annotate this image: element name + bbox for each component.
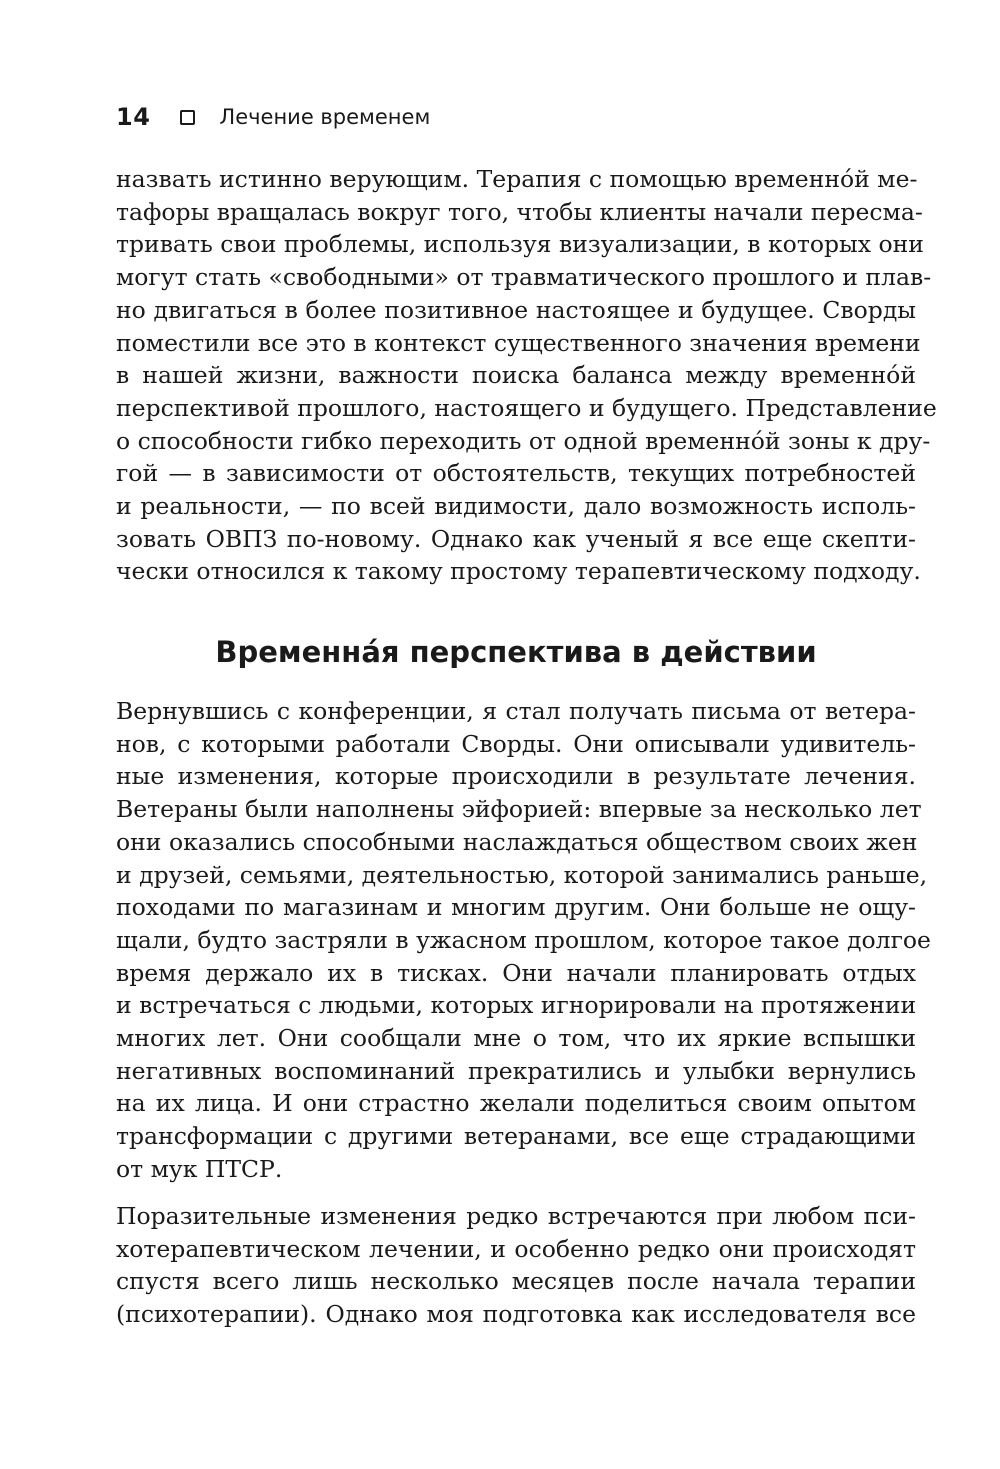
paragraph-line: от мук ПТСР. (116, 1154, 283, 1183)
paragraph-line: Вернувшись с конференции, я стал получать письма от ветера- (116, 697, 916, 725)
paragraph-line: на их лица. И они страстно желали поделиться своим опытом (116, 1089, 916, 1118)
paragraph-line: щали, будто застряли в ужасном прошлом, которое такое долгое (116, 925, 931, 954)
paragraph-line: Ветераны были наполнены эйфорией: впервые за несколько лет (116, 795, 922, 824)
paragraph-line: зовать ОВПЗ по-новому. Однако как ученый я все еще скепти- (116, 524, 916, 553)
square-box-icon (180, 110, 195, 125)
paragraph-line: нов, с которыми работали Сворды. Они описывали удивитель- (116, 729, 916, 758)
paragraph-line: гой — в зависимости от обстоятельств, текущих потребностей (116, 459, 916, 488)
paragraph-line: тривать свои проблемы, используя визуализации, в которых они (116, 230, 924, 259)
paragraph-3 (116, 1200, 916, 1331)
paragraph-line: могут стать «свободными» от травматического прошлого и плав- (116, 263, 932, 292)
paragraph-line: время держало их в тисках. Они начали планировать отдых (116, 958, 916, 987)
page-number: 14 (116, 103, 151, 131)
paragraph-line: и друзей, семьями, деятельностью, которой занимались раньше, (116, 860, 928, 889)
paragraph-line: походами по магазинам и многим другим. Они больше не ощу- (116, 893, 916, 922)
running-head (116, 100, 430, 134)
paragraph-line: (психотерапии). Однако моя подготовка как исследователя все (116, 1300, 916, 1329)
paragraph-line: тафоры вращалась вокруг того, чтобы клиенты начали пересма- (116, 197, 923, 226)
paragraph-line: многих лет. Они сообщали мне о том, что их яркие вспышки (116, 1024, 916, 1053)
paragraph-2 (116, 695, 931, 1186)
paragraph-line: но двигаться в более позитивное настоящее и будущее. Сворды (116, 295, 916, 324)
section-heading: Временнáя перспектива в действии (215, 635, 817, 669)
paragraph-line: ные изменения, которые происходили в результате лечения. (116, 762, 916, 791)
paragraph-line: в нашей жизни, важности поиска баланса между временнóй (116, 361, 916, 390)
paragraph-line: назвать истинно верующим. Терапия с помощью временнóй ме- (116, 165, 918, 193)
paragraph-line: поместили все это в контекст существенного значения времени (116, 328, 921, 357)
paragraph-line: трансформации с другими ветеранами, все еще страдающими (116, 1122, 916, 1151)
paragraph-line: и реальности, — по всей видимости, дало возможность исполь- (116, 492, 916, 521)
paragraph-line: о способности гибко переходить от одной временнóй зоны к дру- (116, 426, 931, 455)
paragraph-line: хотерапевтическом лечении, и особенно редко они происходят (116, 1234, 916, 1263)
paragraph-1 (116, 163, 937, 588)
paragraph-line: перспективой прошлого, настоящего и будущего. Представление (116, 393, 937, 422)
paragraph-line: они оказались способными наслаждаться обществом своих жен (116, 827, 918, 856)
paragraph-line: негативных воспоминаний прекратились и улыбки вернулись (116, 1056, 916, 1085)
paragraph-line: чески относился к такому простому терапевтическому подходу. (116, 557, 921, 586)
paragraph-line: Поразительные изменения редко встречаются при любом пси- (116, 1202, 916, 1230)
paragraph-line: спустя всего лишь несколько месяцев после начала терапии (116, 1267, 916, 1296)
running-title: Лечение временем (219, 105, 431, 129)
paragraph-line: и встречаться с людьми, которых игнорировали на протяжении (116, 991, 917, 1020)
